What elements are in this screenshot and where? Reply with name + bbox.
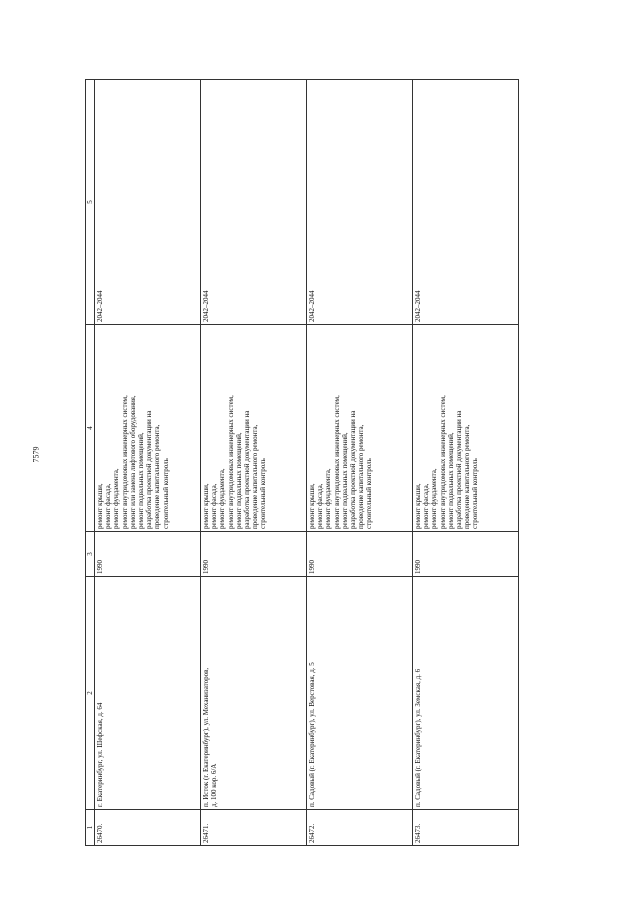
row-year: 1990 bbox=[201, 532, 307, 577]
page-number: 7579 bbox=[31, 446, 41, 463]
row-period: 2042–2044 bbox=[201, 80, 307, 325]
row-number: 26473. bbox=[413, 810, 519, 846]
row-number: 26471. bbox=[201, 810, 307, 846]
row-works: ремонт крыши, ремонт фасада, ремонт фундамента, ремонт внутридомовых инженерных систем, ремонт подвальных помещений, разработка проектной документации на проведение капитального ремонта, строительный контроль bbox=[307, 325, 413, 532]
repair-schedule-table-wrapper bbox=[85, 80, 539, 846]
column-header-4: 4 bbox=[86, 325, 95, 532]
table-row bbox=[307, 80, 413, 846]
row-year: 1990 bbox=[95, 532, 201, 577]
row-works: ремонт крыши, ремонт фасада, ремонт фундамента, ремонт внутридомовых инженерных систем, ремонт подвальных помещений, разработка проектной документации на проведение капитального ремонта, строительный контроль bbox=[201, 325, 307, 532]
column-header-5: 5 bbox=[86, 80, 95, 325]
column-header-2: 2 bbox=[86, 577, 95, 810]
row-period: 2042–2044 bbox=[95, 80, 201, 325]
repair-schedule-table bbox=[85, 79, 519, 846]
row-period: 2042–2044 bbox=[413, 80, 519, 325]
table-row bbox=[201, 80, 307, 846]
header-row bbox=[86, 80, 95, 846]
row-address: г. Екатеринбург, ул. Шефская, д. 64 bbox=[95, 577, 201, 810]
row-year: 1990 bbox=[413, 532, 519, 577]
row-address: п. Садовый (г. Екатеринбург), ул. Верстовая, д. 5 bbox=[307, 577, 413, 810]
row-number: 26472. bbox=[307, 810, 413, 846]
column-header-3: 3 bbox=[86, 532, 95, 577]
table-row bbox=[95, 80, 201, 846]
row-address: п. Исток (г. Екатеринбург), ул. Механизаторов, д. 100 кор. 6/А bbox=[201, 577, 307, 810]
row-number: 26470. bbox=[95, 810, 201, 846]
row-works: ремонт крыши, ремонт фасада, ремонт фундамента, ремонт внутридомовых инженерных систем, ремонт подвальных помещений, разработка проектной документации на проведение капитального ремонта, строительный контроль bbox=[413, 325, 519, 532]
row-works: ремонт крыши, ремонт фасада, ремонт фундамента, ремонт внутридомовых инженерных систем, ремонт или замена лифтового оборудования, ремонт подвальных помещений, разработка проектной документации на проведение капитального ремонта, строительный контроль bbox=[95, 325, 201, 532]
row-year: 1990 bbox=[307, 532, 413, 577]
table-row bbox=[413, 80, 519, 846]
row-period: 2042–2044 bbox=[307, 80, 413, 325]
row-address: п. Садовый (г. Екатеринбург), ул. Земская, д. 6 bbox=[413, 577, 519, 810]
column-header-1: 1 bbox=[86, 810, 95, 846]
